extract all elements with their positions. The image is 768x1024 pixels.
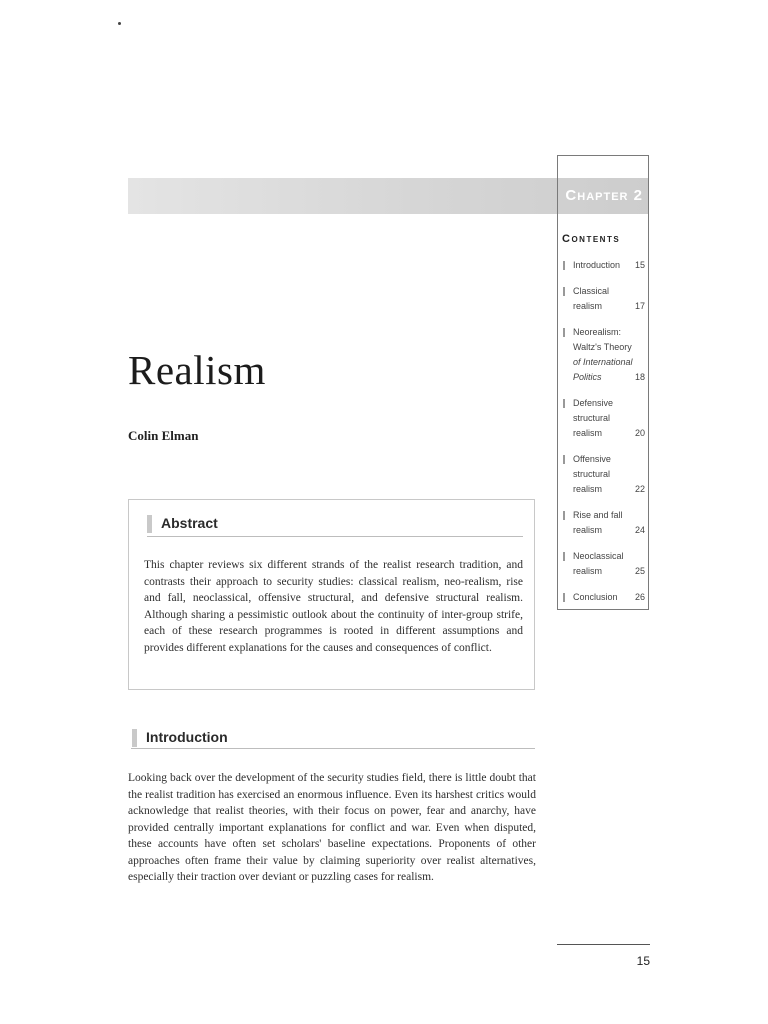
toc-item-offensive-structural-realism[interactable]: [563, 452, 647, 497]
toc-item-label: Conclusion: [573, 592, 618, 602]
author-name: Colin Elman: [128, 428, 199, 443]
toc-bullet-icon: [563, 328, 565, 337]
toc-item-label: Waltz's Theory: [573, 342, 632, 352]
toc-item-label: Rise and fall: [573, 510, 623, 520]
footer-rule: [557, 944, 650, 945]
toc-page-number: 17: [634, 301, 645, 311]
toc-page-number: 18: [634, 372, 645, 382]
toc-page-number: 15: [634, 260, 645, 270]
toc-item-label: Politics: [573, 372, 602, 382]
introduction-heading: [146, 729, 228, 745]
toc-item-label: Offensive: [573, 454, 611, 464]
toc-item-defensive-structural-realism[interactable]: [563, 396, 647, 441]
chapter-title: Realism: [128, 347, 266, 393]
toc-page-number: 22: [634, 484, 645, 494]
toc-item-label: Defensive: [573, 398, 614, 408]
scan-speck: [118, 22, 121, 25]
toc-item-neoclassical-realism[interactable]: [563, 549, 647, 579]
toc-item-classical-realism[interactable]: [563, 284, 647, 314]
abstract-heading: [161, 515, 218, 531]
introduction-heading-rule: [131, 748, 535, 749]
contents-title: Contents: [562, 233, 621, 245]
toc-bullet-icon: [563, 287, 565, 296]
toc-page-number: 20: [634, 428, 645, 438]
heading-marker-icon: [147, 515, 152, 533]
toc-item-rise-and-fall-realism[interactable]: [563, 508, 647, 538]
introduction-text: Looking back over the development of the security studies field, there is little doubt that the realist tradition has exercised an enormous influence. Even its harshest critics would acknowledge that realist theories, with their focus on power, fear and anarchy, have provided centrally important explanations for conflict and war. Even when disputed, these accounts have often set scholars' baseline expectations. Proponents of other approaches often frame their value by claiming superiority over realist alternatives, especially their traction over deviant or puzzling cases for realism.: [128, 772, 536, 883]
toc-item-label: realism: [573, 484, 603, 494]
toc-item-label: realism: [573, 566, 603, 576]
introduction-heading-text: Introduction: [146, 729, 228, 745]
toc-item-label: Neoclassical: [573, 551, 624, 561]
chapter-label: Chapter 2: [565, 187, 643, 204]
abstract-text: This chapter reviews six different strands of the realist research tradition, and contrasts their approach to security studies: classical realism, neo-realism, rise and fall, neoclassical, offensive structural, and defensive structural realism. Although sharing a pessimistic outlook about the continuity of inter-group strife, each of these research programmes is rooted in different assumptions and provides different explanations for the causes and consequences of conflict.: [144, 559, 523, 654]
toc-bullet-icon: [563, 552, 565, 561]
toc-bullet-icon: [563, 455, 565, 464]
toc-item-label: Introduction: [573, 260, 621, 270]
abstract-heading-rule: [147, 536, 523, 537]
toc-bullet-icon: [563, 261, 565, 270]
toc-item-label: realism: [573, 428, 603, 438]
abstract-heading-text: Abstract: [161, 515, 218, 531]
heading-marker-icon: [132, 729, 137, 747]
toc-item-label: structural: [573, 469, 611, 479]
toc-item-label: Neorealism:: [573, 327, 622, 337]
toc-bullet-icon: [563, 511, 565, 520]
toc-page-number: 25: [634, 566, 645, 576]
page-number: 15: [636, 954, 650, 968]
contents-list: [563, 258, 647, 616]
toc-bullet-icon: [563, 399, 565, 408]
toc-item-neorealism[interactable]: [563, 325, 647, 385]
toc-item-label: realism: [573, 525, 603, 535]
toc-item-label: realism: [573, 301, 603, 311]
toc-item-label: Classical: [573, 286, 610, 296]
toc-item-introduction[interactable]: [563, 258, 647, 273]
toc-bullet-icon: [563, 593, 565, 602]
toc-item-conclusion[interactable]: [563, 590, 647, 605]
toc-item-label: structural: [573, 413, 611, 423]
toc-item-label: of International: [573, 357, 633, 367]
toc-page-number: 24: [634, 525, 645, 535]
toc-page-number: 26: [634, 592, 645, 602]
